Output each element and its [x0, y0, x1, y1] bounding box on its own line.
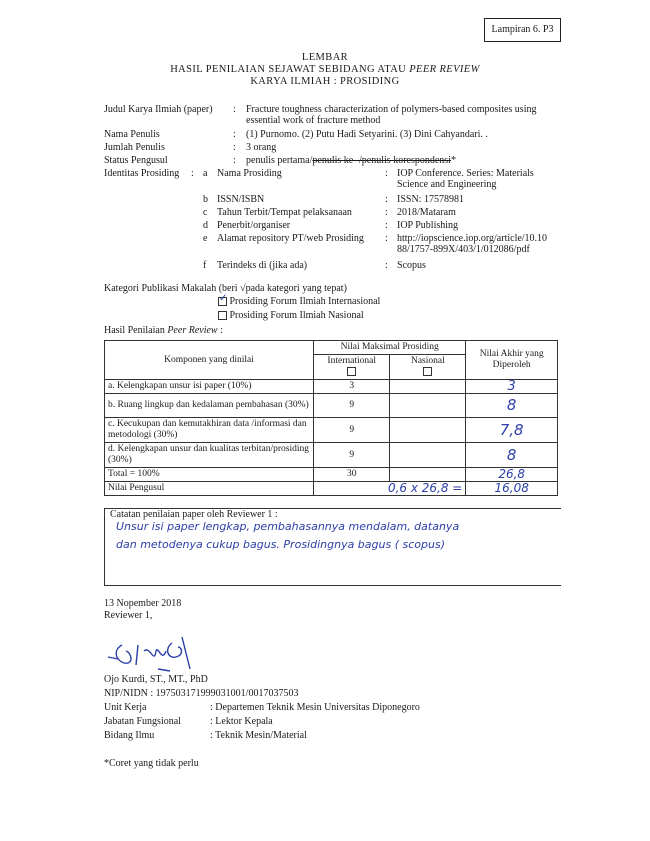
colon: : — [385, 194, 388, 205]
identitas-item — [199, 260, 569, 273]
col-akhir: Nilai Akhir yang Diperoleh — [466, 341, 558, 380]
identitas-item — [199, 168, 569, 194]
row-akhir: 8 — [466, 443, 558, 468]
row-nas — [390, 418, 466, 443]
status-plain: penulis pertama/ — [246, 155, 313, 166]
colon: : — [385, 207, 388, 218]
checkbox-icon[interactable] — [218, 311, 227, 320]
bidang-value: : Teknik Mesin/Material — [210, 730, 307, 741]
checkbox-icon[interactable] — [347, 367, 356, 376]
row-intl: 9 — [314, 443, 390, 468]
signoff-name: Ojo Kurdi, ST., MT., PhD — [104, 674, 208, 685]
judul-value: Fracture toughness characterization of polymers-based composites using — [246, 104, 537, 115]
row-akhir: 8 — [466, 394, 558, 418]
kategori-option — [218, 310, 364, 322]
hasil-label — [104, 325, 223, 337]
status-label: Status Pengusul — [104, 155, 168, 166]
col-nas — [390, 355, 466, 380]
jabatan-value: : Lektor Kepala — [210, 716, 273, 727]
table-header-row — [105, 341, 558, 355]
jumlah-value: 3 orang — [246, 142, 277, 153]
judul-value-2: essential work of fracture method — [246, 115, 381, 126]
col-komponen: Komponen yang dinilai — [105, 341, 314, 380]
identitas-key: d — [203, 220, 208, 231]
identitas-item-value: ISSN: 17578981 — [397, 194, 464, 205]
judul-label: Judul Karya Ilmiah (paper) — [104, 104, 213, 115]
colon: : — [233, 142, 236, 153]
identitas-item-value: Scopus — [397, 260, 426, 271]
header-line2-italic: PEER REVIEW — [409, 64, 480, 75]
identitas-item — [199, 207, 569, 220]
colon: : — [385, 168, 388, 179]
identitas-item-label: Tahun Terbit/Tempat pelaksanaan — [217, 207, 352, 218]
col-intl — [314, 355, 390, 380]
table-total-row — [105, 468, 558, 482]
row-nas — [390, 380, 466, 394]
identitas-label: Identitas Prosiding — [104, 168, 180, 179]
kategori-option-label: Prosiding Forum Ilmiah Nasional — [229, 310, 364, 321]
colon: : — [233, 155, 236, 166]
row-intl: 9 — [314, 418, 390, 443]
penulis-label: Nama Penulis — [104, 129, 160, 140]
kategori-option — [218, 293, 381, 308]
identitas-item-label: ISSN/ISBN — [217, 194, 265, 205]
total-akhir: 26,8 — [466, 468, 558, 482]
hasil-label-italic: Peer Review — [167, 325, 218, 336]
identitas-key: b — [203, 194, 208, 205]
total-label: Total = 100% — [105, 468, 314, 482]
identitas-item-value: IOP Publishing — [397, 220, 459, 231]
row-akhir: 7,8 — [466, 418, 558, 443]
kategori-label: Kategori Publikasi Makalah (beri √pada kategori yang tepat) — [104, 283, 347, 294]
checkbox-checked-icon[interactable]: ✓ — [219, 293, 228, 305]
row-komponen: b. Ruang lingkup dan kedalaman pembahasan (30%) — [105, 394, 314, 418]
row-komponen: c. Kecukupan dan kemutakhiran data /informasi dan metodologi (30%) — [105, 418, 314, 443]
score-table — [104, 340, 558, 496]
row-nas — [390, 394, 466, 418]
colon: : — [191, 168, 194, 179]
table-row — [105, 418, 558, 443]
jabatan-label: Jabatan Fungsional — [104, 716, 181, 727]
signature-image — [100, 625, 210, 675]
row-komponen: a. Kelengkapan unsur isi paper (10%) — [105, 380, 314, 394]
hasil-label-colon: : — [217, 325, 223, 336]
row-nas — [390, 443, 466, 468]
identitas-item — [199, 233, 569, 260]
hasil-label-text: Hasil Penilaian — [104, 325, 168, 336]
identitas-item-value: IOP Conference. Series: Materials — [397, 168, 534, 179]
checkbox-icon[interactable] — [423, 367, 432, 376]
identitas-key: e — [203, 233, 208, 244]
attachment-label: Lampiran 6. P3 — [484, 18, 561, 42]
identitas-key: c — [203, 207, 208, 218]
kategori-option-label: Prosiding Forum Ilmiah Internasional — [229, 296, 381, 307]
identitas-list — [199, 168, 569, 273]
catatan-line2: dan metodenya cukup bagus. Prosidingnya bagus ( scopus) — [116, 538, 445, 551]
signoff-nip: NIP/NIDN : 197503171999031001/0017037503 — [104, 688, 299, 699]
row-akhir: 3 — [466, 380, 558, 394]
identitas-item-value-2: Science and Engineering — [397, 179, 497, 190]
status-struck: penulis ke- /penulis korespondensi — [312, 155, 451, 166]
table-row — [105, 443, 558, 468]
identitas-item — [199, 194, 569, 207]
row-intl: 9 — [314, 394, 390, 418]
colon: : — [233, 104, 236, 115]
table-row — [105, 394, 558, 418]
header-line2-text: HASIL PENILAIAN SEJAWAT SEBIDANG ATAU — [170, 64, 410, 75]
col-maks: Nilai Maksimal Prosiding — [314, 341, 466, 355]
signoff-role: Reviewer 1, — [104, 610, 153, 621]
table-pengusul-row — [105, 482, 558, 496]
row-komponen: d. Kelengkapan unsur dan kualitas terbitan/prosiding (30%) — [105, 443, 314, 468]
unit-value: : Departemen Teknik Mesin Universitas Diponegoro — [210, 702, 420, 713]
identitas-item-label: Terindeks di (jika ada) — [217, 260, 308, 271]
row-intl: 3 — [314, 380, 390, 394]
identitas-item-value: 2018/Mataram — [397, 207, 456, 218]
header-line2 — [0, 64, 650, 75]
catatan-line1: Unsur isi paper lengkap, pembahasannya mendalam, datanya — [116, 520, 460, 533]
identitas-item-value: http://iopscience.iop.org/article/10.10 — [397, 233, 548, 244]
identitas-item-label: Penerbit/organiser — [217, 220, 291, 231]
colon: : — [233, 129, 236, 140]
penulis-value: (1) Purnomo. (2) Putu Hadi Setyarini. (3) Dini Cahyandari. . — [246, 129, 488, 140]
pengusul-label: Nilai Pengusul — [105, 482, 314, 496]
header-line3: KARYA ILMIAH : PROSIDING — [250, 76, 400, 87]
pengusul-formula: 0,6 x 26,8 = — [314, 482, 466, 496]
footnote: *Coret yang tidak perlu — [104, 758, 199, 769]
table-row — [105, 380, 558, 394]
catatan-label: Catatan penilaian paper oleh Reviewer 1 : — [110, 509, 278, 520]
total-intl: 30 — [314, 468, 390, 482]
identitas-key: f — [203, 260, 207, 271]
unit-label: Unit Kerja — [104, 702, 147, 713]
col-intl-label: International — [327, 356, 376, 366]
colon: : — [385, 220, 388, 231]
colon: : — [385, 260, 388, 271]
identitas-item — [199, 220, 569, 233]
status-tail: * — [450, 155, 456, 166]
bidang-label: Bidang Ilmu — [104, 730, 155, 741]
identitas-item-label: Alamat repository PT/web Prosiding — [217, 233, 364, 244]
identitas-item-value-2: 88/1757-899X/403/1/012086/pdf — [397, 244, 530, 255]
signoff-date: 13 Nopember 2018 — [104, 598, 182, 609]
status-value — [246, 155, 456, 167]
header-line1: LEMBAR — [301, 52, 349, 63]
identitas-item-label: Nama Prosiding — [217, 168, 282, 179]
jumlah-label: Jumlah Penulis — [104, 142, 165, 153]
colon: : — [385, 233, 388, 244]
identitas-key: a — [203, 168, 208, 179]
col-nas-label: Nasional — [410, 356, 445, 366]
total-nas — [390, 468, 466, 482]
pengusul-value: 16,08 — [466, 482, 558, 496]
